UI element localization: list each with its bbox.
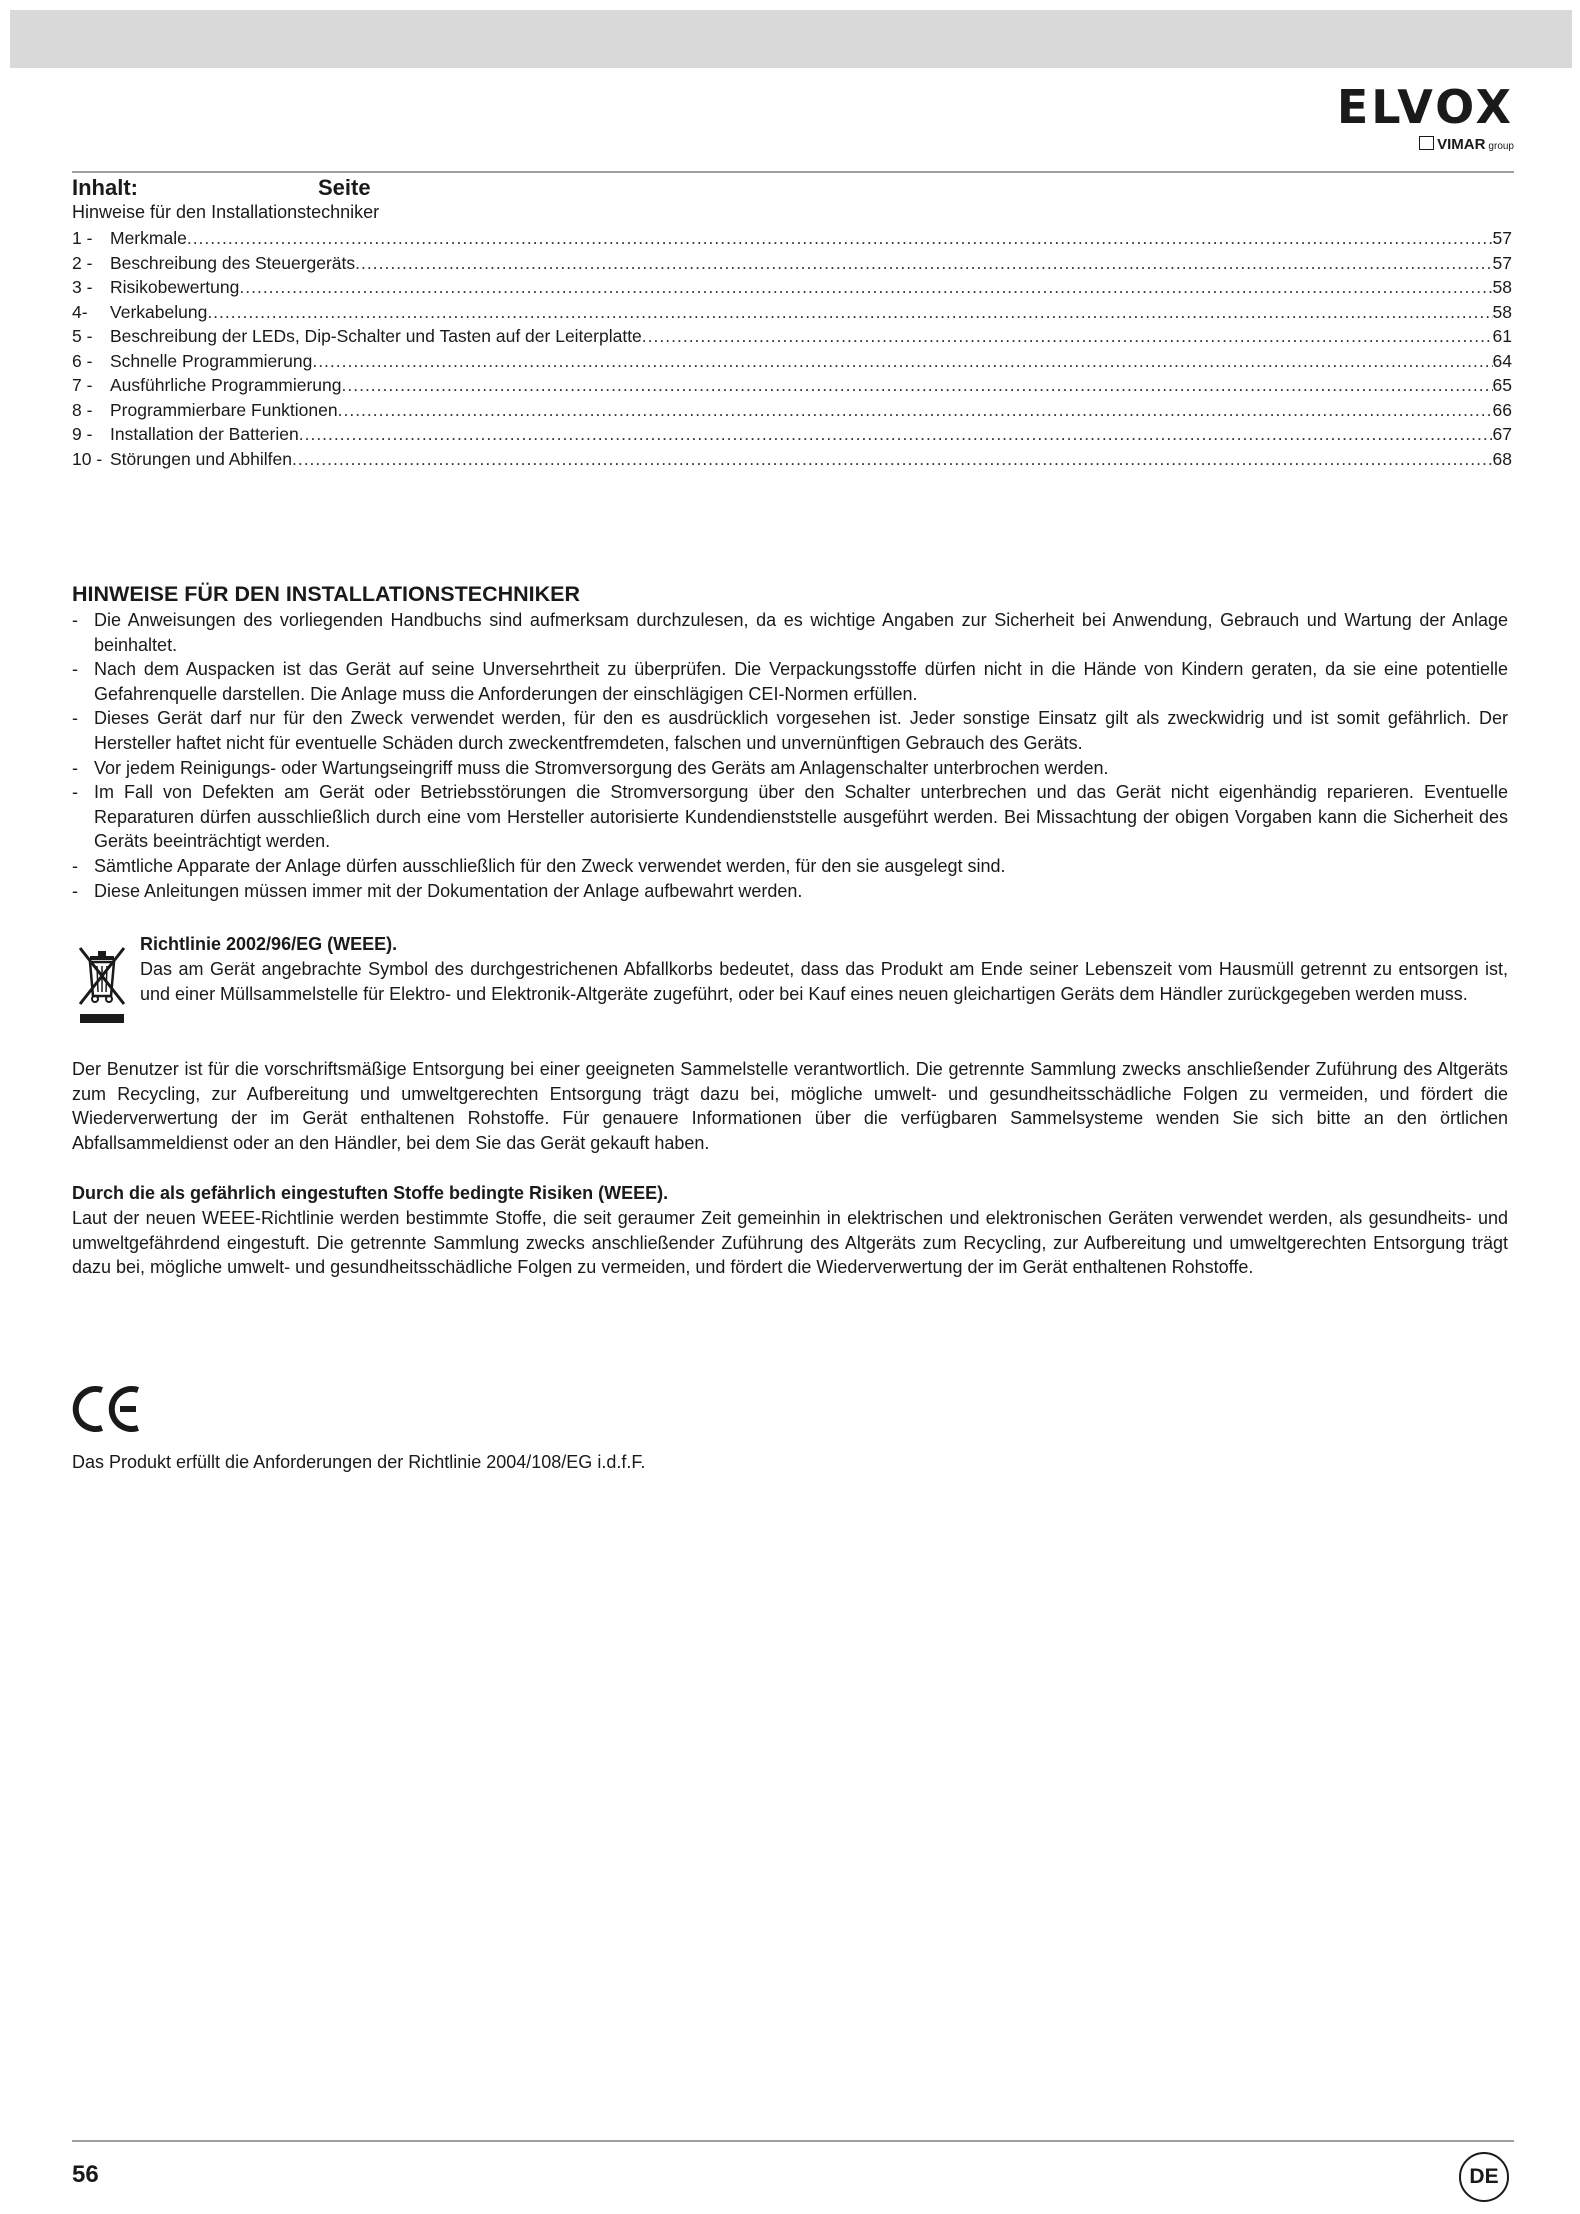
toc-item-number: 9 - (72, 424, 93, 444)
toc-item-number: 3 - (72, 277, 93, 297)
user-disposal-paragraph: Der Benutzer ist für die vorschriftsmäßige Entsorgung bei einer geeigneten Sammelstelle verantwortlich. Die getrennte Sammlung zwecks anschließender Zuführung des Altgeräts zum Recycling, zur Aufbereitung und umweltgerechten Entsorgung trägt dazu bei, mögliche umwelt- und gesundheitsschädliche Folgen zu vermeiden, und fördert die Wiederverwertung der im Gerät enthaltenen Rohstoffe. Für genauere Informationen über die verfügbaren Sammelsysteme wenden Sie sich bitte an den örtlichen Abfallsammeldienst oder an den Händler, bei dem Sie das Gerät gekauft haben. (72, 1059, 1508, 1153)
toc-heading (72, 175, 371, 201)
installer-note-item (72, 706, 1508, 755)
toc-dot-leader (342, 373, 1493, 398)
installer-note-item (72, 854, 1508, 879)
installer-note-text: Vor jedem Reinigungs- oder Wartungseingriff muss die Stromversorgung des Geräts am Anlagenschalter unterbrochen werden. (94, 757, 1109, 778)
installer-notes-title: HINWEISE FÜR DEN INSTALLATIONSTECHNIKER (72, 582, 581, 606)
toc-item-title: Beschreibung der LEDs, Dip-Schalter und Tasten auf der Leiterplatte (110, 326, 642, 346)
toc-item-title: Verkabelung (110, 301, 208, 322)
toc-page-heading: Seite (318, 175, 371, 200)
toc-item-page: 67 (1492, 424, 1512, 444)
toc-item-page: 58 (1492, 301, 1512, 322)
toc-dot-leader (642, 324, 1493, 349)
ce-compliance-text: Das Produkt erfüllt die Anforderungen der Richtlinie 2004/108/EG i.d.f.F. (72, 1452, 646, 1472)
language-badge: DE (1459, 2152, 1509, 2202)
top-divider (72, 171, 1514, 173)
toc-dot-leader (187, 226, 1493, 251)
toc-dot-leader (355, 251, 1492, 276)
logo-subbrand-name: VIMAR (1437, 136, 1486, 153)
toc-item-number: 4- (72, 301, 88, 322)
toc-item-title: Ausführliche Programmierung (110, 375, 342, 395)
table-of-contents (72, 226, 1512, 471)
installer-note-item (72, 780, 1508, 854)
bullet-dash: - (72, 880, 78, 901)
bullet-dash: - (72, 708, 78, 729)
installer-note-text: Diese Anleitungen müssen immer mit der Dokumentation der Anlage aufbewahrt werden. (94, 880, 803, 901)
toc-item-title: Merkmale (110, 228, 187, 248)
ce-mark-icon (72, 1384, 146, 1434)
toc-row (72, 300, 1512, 325)
toc-row (72, 275, 1512, 300)
installer-note-item (72, 879, 1508, 904)
toc-item-number: 8 - (72, 399, 93, 420)
toc-item-page: 64 (1492, 350, 1512, 371)
page-number: 56 (72, 2161, 99, 2188)
installer-note-item (72, 756, 1508, 781)
header-band (10, 10, 1572, 68)
toc-dot-leader (299, 422, 1493, 447)
toc-item-title: Störungen und Abhilfen (110, 448, 292, 469)
brand-logo (1324, 80, 1514, 160)
weee-bin-icon (76, 944, 128, 1026)
vimar-icon (1419, 136, 1434, 150)
bullet-dash: - (72, 610, 78, 630)
toc-item-title: Risikobewertung (110, 277, 240, 297)
toc-item-page: 65 (1492, 375, 1512, 395)
toc-item-number: 10 - (72, 448, 103, 469)
bullet-dash: - (72, 782, 78, 803)
bullet-dash: - (72, 855, 78, 876)
logo-wordmark: ELVOX (1336, 80, 1514, 134)
logo-group-label: group (1488, 141, 1514, 152)
hazard-title: Durch die als gefährlich eingestuften Stoffe bedingte Risiken (WEEE). (72, 1183, 669, 1203)
toc-item-page: 57 (1492, 228, 1512, 248)
toc-item-number: 1 - (72, 228, 93, 248)
toc-item-title: Installation der Batterien (110, 424, 299, 444)
toc-item-title: Programmierbare Funktionen (110, 399, 338, 420)
installer-note-text: Nach dem Auspacken ist das Gerät auf seine Unversehrtheit zu überprüfen. Die Verpackungsstoffe dürfen nicht in die Hände von Kindern geraten, da sie eine potentielle Gefahrenquelle darstellen. Die Anlage muss die Anforderungen der einschlägigen CEI-Normen erfüllen. (94, 659, 1508, 704)
installer-note-text: Im Fall von Defekten am Gerät oder Betriebsstörungen die Stromversorgung über den Schalter unterbrechen und das Gerät nicht eigenhändig reparieren. Eventuelle Reparaturen dürfen ausschließlich durch eine vom Hersteller autorisierte Kundendienststelle ausgeführt werden. Bei Missachtung der obigen Vorgaben kann die Sicherheit des Geräts beeinträchtigt werden. (94, 782, 1508, 852)
weee-text: Das am Gerät angebrachte Symbol des durchgestrichenen Abfallkorbs bedeutet, dass das Produkt am Ende seiner Lebenszeit vom Hausmüll getrennt zu entsorgen ist, und einer Müllsammelstelle für Elektro- und Elektronik-Altgeräte zugeführt, oder bei Kauf eines neuen gleichartigen Geräts dem Händler zurückgegeben werden muss. (140, 959, 1508, 1004)
toc-item-page: 58 (1492, 277, 1512, 297)
installer-note-text: Dieses Gerät darf nur für den Zweck verwendet werden, für den es ausdrücklich vorgesehen ist. Jeder sonstige Einsatz gilt als zweckwidrig und ist somit gefährlich. Der Hersteller haftet nicht für eventuelle Schäden durch zweckentfremdeten, falschen und unvernünftigen Gebrauch des Geräts. (94, 708, 1508, 753)
toc-item-number: 5 - (72, 326, 93, 346)
installer-note-text: Sämtliche Apparate der Anlage dürfen ausschließlich für den Zweck verwendet werden, für den sie ausgelegt sind. (94, 855, 1006, 876)
toc-dot-leader (292, 447, 1493, 472)
toc-row (72, 373, 1512, 398)
toc-item-number: 6 - (72, 350, 93, 371)
toc-dot-leader (338, 398, 1493, 423)
toc-subtitle: Hinweise für den Installationstechniker (72, 202, 380, 222)
weee-title: Richtlinie 2002/96/EG (WEEE). (140, 934, 398, 954)
bullet-dash: - (72, 757, 78, 778)
toc-item-page: 57 (1492, 252, 1512, 273)
logo-subbrand (1419, 136, 1514, 156)
toc-item-number: 7 - (72, 375, 93, 395)
toc-item-page: 66 (1492, 399, 1512, 420)
toc-item-title: Schnelle Programmierung (110, 350, 313, 371)
installer-note-item (72, 608, 1508, 657)
toc-item-page: 68 (1492, 448, 1512, 469)
toc-row (72, 349, 1512, 374)
toc-row (72, 251, 1512, 276)
toc-dot-leader (239, 275, 1492, 300)
toc-heading-label: Inhalt: (72, 175, 138, 200)
toc-item-title: Beschreibung des Steuergeräts (110, 252, 356, 273)
toc-row (72, 226, 1512, 251)
toc-dot-leader (207, 300, 1492, 325)
toc-row (72, 324, 1512, 349)
toc-row (72, 447, 1512, 472)
toc-item-number: 2 - (72, 252, 93, 273)
installer-note-item (72, 657, 1508, 706)
installer-note-text: Die Anweisungen des vorliegenden Handbuchs sind aufmerksam durchzulesen, da es wichtige Angaben zur Sicherheit bei Anwendung, Gebrauch und Wartung der Anlage beinhaltet. (94, 610, 1508, 655)
installer-notes-list (72, 608, 1508, 903)
bottom-divider (72, 2140, 1514, 2142)
toc-row (72, 398, 1512, 423)
bullet-dash: - (72, 659, 78, 680)
toc-item-page: 61 (1492, 326, 1512, 346)
hazard-text: Laut der neuen WEEE-Richtlinie werden bestimmte Stoffe, die seit geraumer Zeit gemeinhin in elektrischen und elektronischen Geräten verwendet werden, als gesundheits- und umweltgefährdend eingestuft. Die getrennte Sammlung zwecks anschließender Zuführung des Altgeräts zum Recycling, zur Aufbereitung und umweltgerechten Entsorgung trägt dazu bei, mögliche umwelt- und gesundheitsschädliche Folgen zu vermeiden, und fördert die Wiederverwertung der im Gerät enthaltenen Rohstoffe. (72, 1208, 1508, 1278)
toc-dot-leader (312, 349, 1492, 374)
toc-row (72, 422, 1512, 447)
